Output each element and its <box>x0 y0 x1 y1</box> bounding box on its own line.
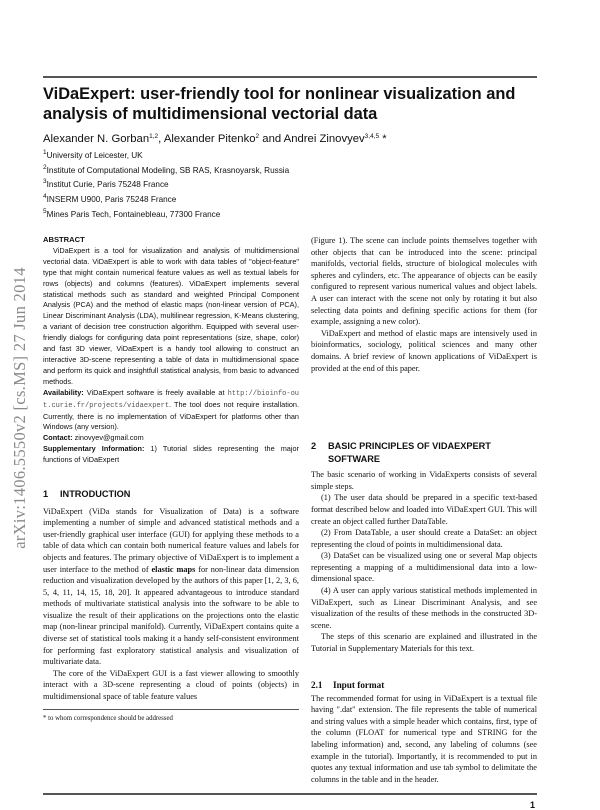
left-column <box>43 235 299 723</box>
affil-text: Mines Paris Tech, Fontainebleau, 77300 France <box>46 209 221 219</box>
author-affil-sup: 3,4,5 <box>364 133 380 140</box>
top-rule <box>43 76 537 78</box>
section-title: INTRODUCTION <box>60 489 131 500</box>
availability-label: Availability: <box>43 387 84 397</box>
section-number: 2 <box>311 441 317 452</box>
intro-paragraph: (Figure 1). The scene can include points themselves together with other objects that can be introduced into the scene: principal manifolds, vectorial fields, structure of biological molecules with spheres and cylinders, etc. The appearance of objects can be easily configured to represent various numerical values and object labels. A user can interact with the scene not only by rotating it but also selecting data points and defining specific actions for them (for example, assigning a new color). <box>311 236 537 327</box>
abstract-text: ViDaExpert is a tool for visualization and analysis of multidimensional vectorial data. ViDaExpert is able to work with data tables of "object-feature" type that might contain numerical feature values as well as textual labels for rows (objects) and columns (features). ViDaExpert implements several statistical methods such as standard and weighted Principal Component Analysis (PCA) and the method of elastic maps (non-linear version of PCA), Linear Discriminant Analysis (LDA), multilinear regression, K-Means clustering, a variant of decision tree construction algorithm. Equipped with several user-friendly dialogs for configuring data point representations (size, shape, color) and fast 3D viewer, ViDaExpert is a handy tool allowing to construct an interactive 3D-scene representing a table of data in multidimensional space and perform its quick and insightfull statistical analysis, from basic to advanced methods. <box>43 245 299 386</box>
footnote-rule <box>43 709 299 710</box>
intro-text: ViDaExpert (ViDa stands for Visualization of Data) is a software implementing a number of simple and advanced statistical methods and a user-friendly graphical user interface (GUI) for applying these methods to a table of data which can contain both numerical feature values and labels for objects and features. The primary objective of ViDaExpert is to implement a user interface to the method of <box>43 506 299 574</box>
footnote: * to whom correspondence should be addressed <box>43 714 173 722</box>
availability-link[interactable]: http://bioinfo-out.curie.fr/projects/vidaexpert <box>43 389 299 410</box>
affil-text: University of Leicester, UK <box>46 151 143 160</box>
author-sep: , <box>158 133 164 145</box>
intro-paragraph <box>43 506 299 668</box>
arxiv-stamp: arXiv:1406.5550v2 [cs.MS] 27 Jun 2014 <box>10 267 29 549</box>
subsection-text: The recommended format for using in ViDaExpert is a textual file having ".dat" extension. The file represents the table of numerical and string values with a simple header which contains, first, type of the column (FLOAT for numerical type and STRING for the labeling information) and, second, any labeling of columns (see example in the tutorial). Importantly, it is recommended to put in quotes any textual information and use tab symbol to delimitate the columns in the table and in the header. <box>311 693 537 784</box>
intro-continued <box>311 235 537 374</box>
two-column-body <box>43 235 537 785</box>
section2-paragraph: (3) DataSet can be visualized using one or several Map objects representing a mapping of a multidimensional data into a low-dimensional space. <box>311 551 537 584</box>
author-affil-sup: 2 <box>255 133 260 140</box>
right-column <box>311 235 537 785</box>
supp-label: Supplementary Information: <box>43 444 145 454</box>
section-heading <box>43 488 299 501</box>
section2-paragraph: (4) A user can apply various statistical methods implemented in ViDaExpert, such as Linear Discriminant Analysis, and see visualization of the results of these methods in the constructed 3D-scene. <box>311 586 537 630</box>
section2-paragraph: The basic scenario of working in VidaExperts consists of several simple steps. <box>311 470 537 491</box>
section-2 <box>311 440 537 655</box>
page-number: 1 <box>529 800 535 810</box>
paper-body <box>43 235 537 810</box>
subsection-heading <box>311 679 537 691</box>
availability <box>43 388 299 434</box>
section2-paragraph: (2) From DataTable, a user should create a DataSet: an object representing the cloud of points in multidimensional data. <box>311 528 537 549</box>
intro-paragraph: ViDaExpert and method of elastic maps are intensively used in bioinformatics, sociology, political sciences and many other domains. A brief review of known applications of ViDaExpert is provided at the end of this paper. <box>311 328 537 373</box>
section2-paragraph: (1) The user data should be prepared in a specific text-based format described below and loaded into ViDaExpert GUI. This will create an object called further DataTable. <box>311 493 537 526</box>
intro-text: for non-linear data dimension reduction and visualization developed by the authors of this paper [1, 2, 3, 6, 5, 4, 11, 14, 15, 18, 20]. It appeared advantageous to introduce standard methods of multivariate statistical analysis into the software to be able to visualize the result of their applications on the projections onto the elastic map (non-linear principal manifold). Currently, ViDaExpert contains quite a diverse set of statistical tools making it a handy self-consistent environment for performing fast exploratory statistical analysis and visualization of multivariate data. <box>43 564 299 667</box>
abstract <box>43 235 299 466</box>
section2-paragraph: The steps of this scenario are explained and illustrated in the Tutorial in Supplementary Materials for this text. <box>311 632 537 654</box>
availability-text: . The tool does not require installation. Currently, there is no implementation of ViDaExpert for platforms other than Windows (any version). <box>43 399 299 432</box>
affil-sup: 1 <box>43 149 47 156</box>
section-title: BASIC PRINCIPLES OF VIDAEXPERT SOFTWARE <box>328 441 491 464</box>
author-sep: * <box>379 133 387 145</box>
author: Alexander N. Gorban <box>43 133 150 145</box>
affiliation <box>43 147 289 162</box>
affil-sup: 2 <box>43 163 47 171</box>
affil-text: Institut Curie, Paris 75248 France <box>46 180 169 190</box>
bottom-rule <box>43 793 537 795</box>
affil-text: INSERM U900, Paris 75248 France <box>46 195 177 205</box>
section-1 <box>43 488 299 703</box>
affil-sup: 4 <box>43 193 47 201</box>
paper-title: ViDaExpert: user-friendly tool for nonlinear visualization and analysis of multidimensional vectorial data <box>43 85 516 123</box>
author-affil-sup: 1,2 <box>149 133 159 140</box>
section-2-1 <box>311 679 537 786</box>
subsection-number: 2.1 <box>311 679 323 690</box>
affil-sup: 3 <box>43 178 47 186</box>
author-sep: and <box>259 133 284 145</box>
author-list <box>43 130 387 146</box>
affiliation <box>43 176 289 191</box>
supp-text: 1) Tutorial slides representing the major functions of ViDaExpert <box>43 444 299 465</box>
intro-bold: elastic maps <box>151 564 196 574</box>
affil-sup: 5 <box>43 207 47 215</box>
supplementary <box>43 444 299 466</box>
author: Andrei Zinovyev <box>283 133 365 145</box>
affiliation <box>43 206 289 221</box>
contact-label: Contact: <box>43 433 73 443</box>
availability-text: ViDaExpert software is freely available at <box>83 387 228 397</box>
author: Alexander Pitenko <box>163 133 256 145</box>
affiliation <box>43 191 289 206</box>
contact-email[interactable]: zinovyev@gmail.com <box>72 433 144 443</box>
contact <box>43 433 299 444</box>
affiliation <box>43 162 289 177</box>
section-heading <box>311 440 537 465</box>
affil-text: Institute of Computational Modeling, SB RAS, Krasnoyarsk, Russia <box>46 165 290 175</box>
section-number: 1 <box>43 489 49 500</box>
affiliations <box>43 147 289 221</box>
abstract-heading: ABSTRACT <box>43 235 85 244</box>
subsection-title: Input format <box>333 679 385 690</box>
intro-paragraph: The core of the ViDaExpert GUI is a fast viewer allowing to smoothly interact with a 3D-scene representing a cloud of points (objects) in multidimensional space of table feature values <box>43 668 299 702</box>
